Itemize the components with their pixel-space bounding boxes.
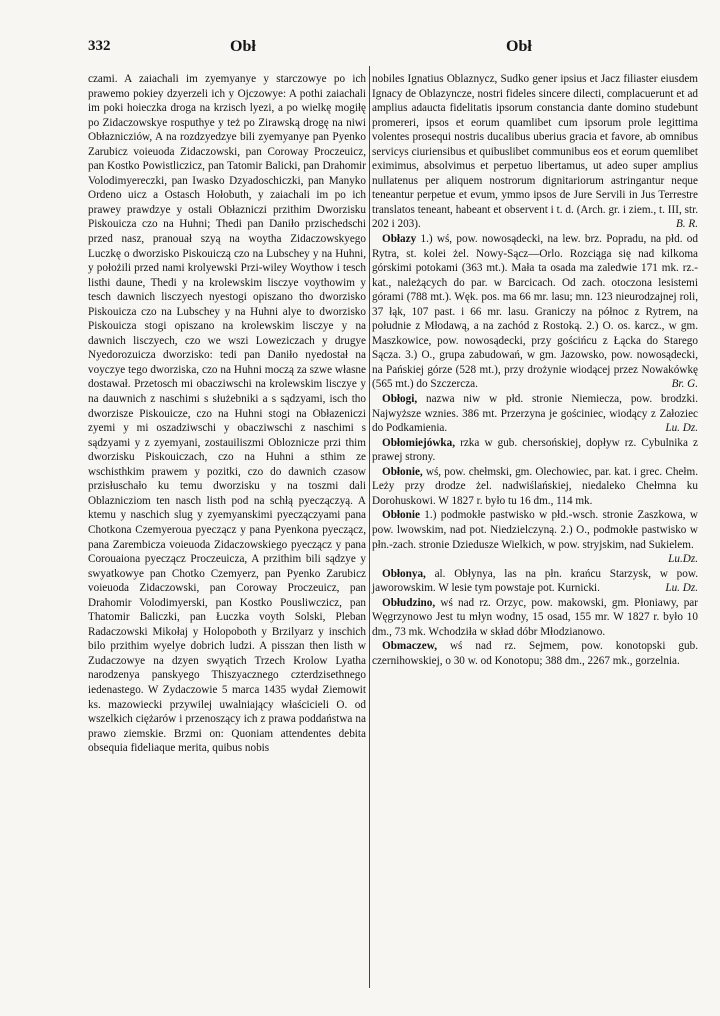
column-divider (369, 66, 370, 988)
continuation-signature: B. R. (675, 218, 698, 231)
entry-headword: Obłonie, (382, 465, 423, 478)
entry-text: nazwa niw w płd. stronie Niemiecza, pow. brodzki. Najwyższe wznies. 386 mt. Przerzyna je gościniec, wiodący z Załoziec do Podkamienia. (372, 393, 698, 435)
entry-text: wś, pow. chełmski, gm. Olechowiec, par. kat. i grec. Chełm. Leży przy drodze żel. nadwiślańskiej, niedaleko Chełmna ku Dorohuskowi. W 1827 r. było tu 16 dm., 114 mk. (372, 465, 698, 507)
entry-text: al. Obłynya, las na płn. krańcu Starzysk, w pow. jaworowskim. W lesie tym powstaje pot. Kurnicki. (372, 567, 698, 595)
entry-headword: Obłomiejówka, (382, 436, 456, 449)
entry-text: wś nad rz. Orzyc, pow. makowski, gm. Płoniawy, par Węgrzynowo Jest tu młyn wodny, 15 osad, 155 mr. W 1827 r. było 10 dm., 73 mk. Wchodziła w skład dóbr Młodzianowo. (372, 596, 698, 638)
entry-text: 1.) podmokłe pastwisko w płd.-wsch. stronie Zaszkowa, w pow. lwowskim, nad pot. Niedzielczyną. 2.) O., podmokłe pastwisko w płn.-zach. stronie Dziedusze Wielkich, w pow. stryjskim, nad Sukielem. (372, 509, 698, 551)
entry-headword: Obłazy (382, 233, 417, 246)
entry-signature: Lu. Dz. (665, 422, 698, 435)
entry-signature: Br. G. (671, 378, 698, 391)
dictionary-entry (372, 508, 698, 566)
dictionary-entry (372, 392, 698, 436)
entry-headword: Obłonie (382, 509, 420, 522)
dictionary-entry (372, 465, 698, 509)
entry-headword: Obłonya, (382, 567, 426, 580)
dictionary-entry (372, 596, 698, 640)
entry-text: wś nad rz. Sejmem, pow. konotopski gub. czernihowskiej, o 30 w. od Konotopu; 388 dm., 2267 mk., gorzelnia. (372, 640, 698, 667)
page-header (88, 38, 698, 60)
entry-list (372, 232, 698, 668)
entry-text: 1.) wś, pow. nowosądecki, na lew. brz. Popradu, na płd. od Rytra, st. kolei żel. Nowy-Sącz—Orlo. Rozciąga się nad kilkoma górskimi potokami (363 mt.). Mała ta osada ma zaledwie 171 mk. rz.-kat., należących do par. w Barcicach. Od zach. otoczona lesistemi górami (788 mt.). Węk. pos. ma 66 mr. lasu; mn. 123 nieurodzajnej roli, 37 łąk, 107 past. i 66 mr. lasu. Graniczy na północ z Rytrem, na południe z Młodawą, a na zachód z Rostoką. 2.) O. os. karcz., w gm. Maszkowice, pow. nowosądecki, przy gościńcu z Łącka do Starego Sącza. 3.) O., grupa zabudowań, w gm. Jazowsko, pow. nowosądecki, na Pańskiej górze (528 mt.), przy drożynie wiodącej przez Nowakówkę (565 mt.) do Szczercza. (372, 233, 698, 391)
running-head-left: Obł (230, 38, 256, 55)
entry-headword: Obmaczew, (382, 640, 437, 653)
entry-signature: Lu. Dz. (665, 582, 698, 595)
dictionary-entry (372, 639, 698, 668)
continuation-body: nobiles Ignatius Oblaznycz, Sudko gener ipsius et Jacz filiaster eiusdem Ignacy de Oblazyncze, nostri fideles sincere dilecti, complacuerunt et ad amplius adaucta fidelitatis ipsorum constancia dante domino studebunt promereri, ipsos et eorum quamlibet cum ipsorum prole legittima volentes prosequi nostris ducalibus uberius gracia et favore, ab omnibus servicys ciuriensibus et quibuslibet communibus eos et eorum quemlibet eximimus, absolvimus et perpetuo libertamus, ut adeo super amplius nullatenus per aliquem nostrorum dignitariorum astringantur neque teneantur perpetue et evum, ymmo ipsos de Jure Servili in Jus Terrestre translatos teneant, habeant et observent i t. d. (Arch. gr. i ziem., t. III, str. 202 i 203). (372, 73, 698, 231)
entry-signature: Lu.Dz. (668, 553, 698, 566)
page-number: 332 (88, 38, 111, 54)
dictionary-entry (372, 567, 698, 596)
entry-headword: Obłogi, (382, 393, 418, 406)
entry-headword: Obłudzino, (382, 596, 436, 609)
right-column (372, 72, 698, 668)
dictionary-entry (372, 436, 698, 465)
running-head-right: Obł (506, 38, 532, 55)
entry-text: rzka w gub. chersońskiej, dopływ rz. Cybulnika z prawej strony. (372, 436, 698, 464)
dictionary-entry (372, 232, 698, 392)
left-column (88, 72, 366, 756)
left-column-text: czami. A zaiachali im zyemyanye y starczowye po ich prawemo pokiey dzyerzeli ich y Ojczowye: A pothi zaiachali im poki hoieczka droga na krzisch lyezi, a po wielkę mogiłę po Zidaczowskye rosputhye y też po Zirawską drogę na niwi Obłaznicziów, A na rozdzyedzye bili zyemyanye pan Pyenko Zarubicz voieuoda Zidaczowski, pan Coroway Proczeuicz, pan Kostko Powistliczicz, pan Tatomir Balicki, pan Drahomir Volodimyereczki, pan Iwasko Dzyadoschiczki, pan Manyko Ordeno uicz a Ostasch Hołobuth, y zaiachali im po ich prawey prawdzye y ostali Obłazniczi przithim Dworzisku Piskouicza czo na Huhni; Thedi pan Daniło przischedschi przed nasz, pranouał szyą na woytha Zidaczowskyego Luczkę o dworzisko Piskouiczą czo na Lubschey y na Huhni, y położili przed nami krolyewski Przi-wiley Woythow i tesch listhi daune, Thedi y na krolewskim lisczye voythowim y tesch dawnich lisczyech nyestogi opiszano tho dworzisko Piskouicza czo na Lubschey y na Huhni alye to dworzisko Piskouicza stogi opiszano na krolewskim lisczye y na dawnich lisczyech, czo we wszi Loweziczach y drugye Nyedorozuicza dworzisko: tedi pan Daniło nyedostał na voyczye tego dworziska, czo na Huhni moczą za szwe własne dostawał. Przetosch mi obacziwschi na krolewskim lisczye y na dauwnich z naschimi s służebniki a s sądzyami, isch tho dworzisze Piskouicze, czo na Huhni stogi na Obłazeniczi zyemi y mi oszadziwschi y obacziwschi z naschimi s sądzyami y z zyemyani, zostauiliszmi Obloznicze przi thim dworzisku Piskouiczach, czo na Huhni a sthim ze wschisthkim prawem y pozitki, czo do dawnich czasow przisłuschało ku temu dworzisku y na toszmi dali Oblaznicziom ten nasch listh pod na schłą pyeczączyą. A ktemu y naschich slug y zyemyanskimi pyeczączyami pana Chotkona Czemyeroua pyeczącz y pana Pyenkona pyeczącz, pana Zarembicza voieuoda Zidaczowskiego pyeczącz y pana Corouaiona pyeczącz Proczeuicza, A przithim bili sądzye y swyatkowye pan Chotko Czemyerz, pan Pyenko Zarubicz voieuoda Zidaczowski, pan Coroway Proczeuicz, pan Drahomir Volodimyerski, pan Kostko Pousliwczicz, pan Thatomir Baliczki, pan Łuczka voyth Solski, Pleban Radaczowski Mikołaj y Holopoboth y Brzilyarz y inschich bilo przithim wyelye dobrich ludzi. A pisszan then listh w Zudaczowye na dzyen swyątich Trzech Krolow Lyatha narodzenya panskyego Thiszyacznego czterdzisethnego iedenastego. W Zydaczowie 5 marca 1435 wydał Ziemowit ks. mazowiecki przywilej uwalniający właścicieli O. od wszelkich ciężarów i przenoszący ich z prawa poddaństwa na prawo ziemskie. Brzmi on: Quoniam attendentes debita obsequia fideliaque merita, quibus nobis (88, 73, 366, 755)
continuation-text (372, 72, 698, 232)
